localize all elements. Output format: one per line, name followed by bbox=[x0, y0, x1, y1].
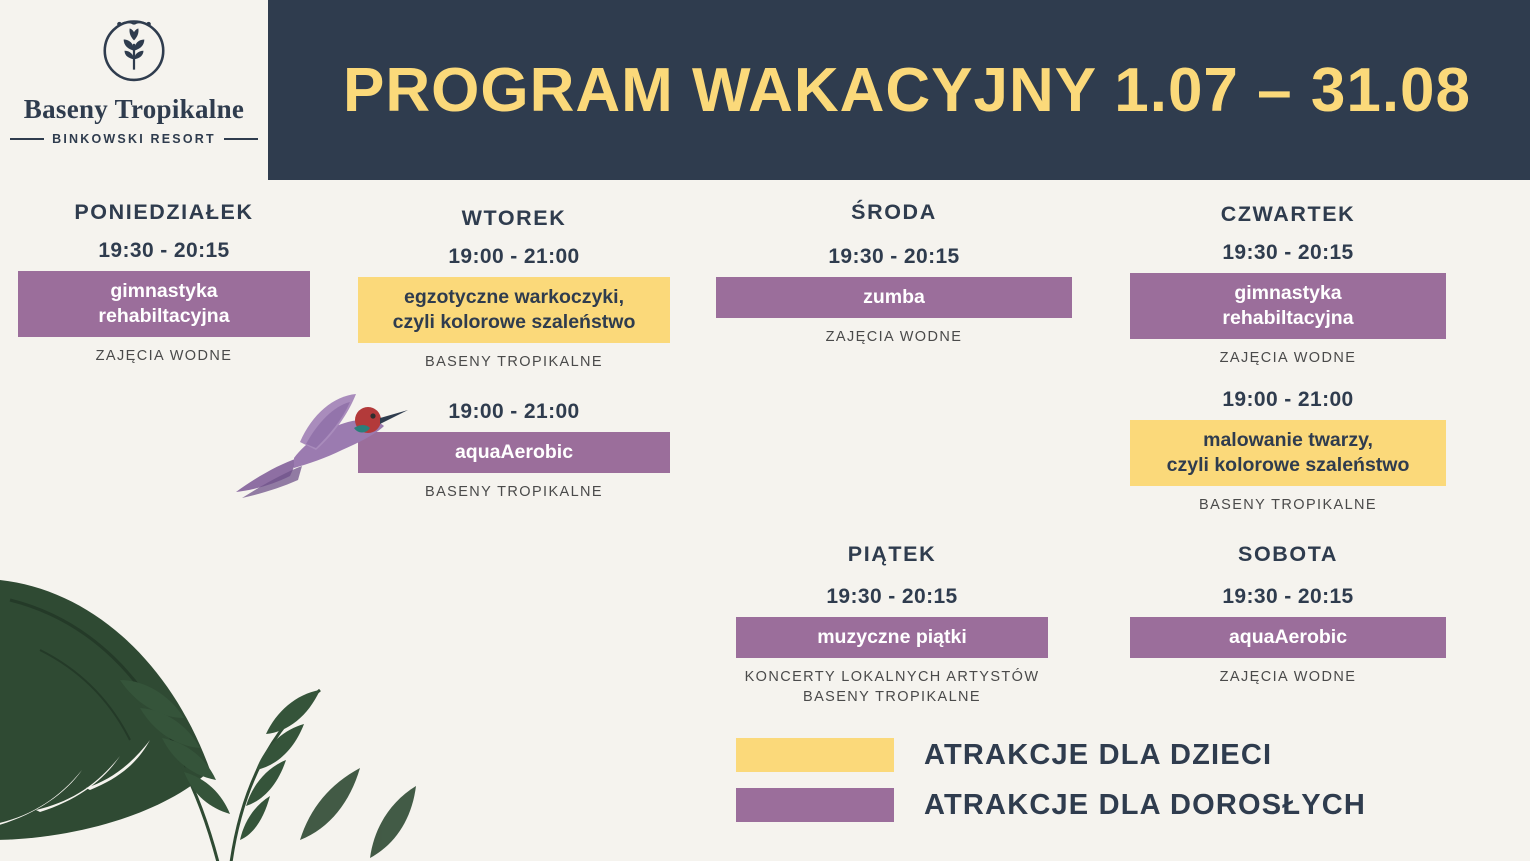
slot-venue: ZAJĘCIA WODNE bbox=[95, 347, 233, 364]
slot-time: 19:00 - 21:00 bbox=[448, 245, 580, 268]
day-column-monday bbox=[18, 200, 310, 380]
schedule-slot bbox=[1130, 241, 1446, 368]
slot-title-line1: gimnastyka bbox=[1234, 282, 1342, 304]
slot-title-line2: czyli kolorowe szaleństwo bbox=[1166, 454, 1410, 477]
slot-title bbox=[1130, 273, 1446, 339]
slot-venue: ZAJĘCIA WODNE bbox=[1219, 668, 1357, 685]
legend-label-adults: ATRAKCJE DLA DOROSŁYCH bbox=[924, 788, 1367, 821]
plant-in-circle-logo-icon bbox=[91, 6, 177, 92]
day-column-thursday bbox=[1130, 202, 1446, 530]
slot-title-line1: muzyczne piątki bbox=[817, 626, 967, 648]
slot-time: 19:00 - 21:00 bbox=[1222, 388, 1354, 412]
schedule-slot bbox=[716, 245, 1072, 348]
slot-time: 19:30 - 20:15 bbox=[1222, 241, 1354, 264]
slot-title bbox=[1130, 617, 1446, 658]
legend-swatch-kids bbox=[736, 738, 894, 772]
divider-right bbox=[224, 138, 258, 140]
legend-item-kids bbox=[736, 738, 1476, 772]
day-name-monday: PONIEDZIAŁEK bbox=[74, 200, 254, 224]
day-name-tuesday: WTOREK bbox=[461, 206, 567, 230]
slot-title-line2: czyli kolorowe szaleństwo bbox=[392, 310, 636, 333]
slot-title-line1: zumba bbox=[863, 286, 925, 308]
schedule-slot bbox=[1130, 388, 1446, 515]
slot-time: 19:30 - 20:15 bbox=[98, 239, 230, 262]
slot-title bbox=[716, 277, 1072, 318]
page-title: PROGRAM WAKACYJNY 1.07 – 31.08 bbox=[342, 55, 1472, 125]
legend-swatch-adults bbox=[736, 788, 894, 822]
slot-title bbox=[18, 271, 310, 337]
day-name-friday: PIĄTEK bbox=[847, 542, 937, 566]
schedule-slot bbox=[18, 239, 310, 366]
slot-time: 19:00 - 21:00 bbox=[448, 400, 580, 424]
day-column-saturday bbox=[1130, 542, 1446, 702]
slot-time: 19:30 - 20:15 bbox=[826, 585, 958, 608]
schedule-slot bbox=[736, 585, 1048, 707]
slot-title-line2: rehabiltacyjna bbox=[98, 304, 230, 327]
brand-subtitle: BINKOWSKI RESORT bbox=[52, 132, 216, 146]
slot-venue bbox=[736, 668, 1048, 707]
legend bbox=[736, 738, 1476, 838]
slot-time: 19:30 - 20:15 bbox=[1222, 585, 1354, 608]
slot-title-line1: aquaAerobic bbox=[1228, 626, 1348, 648]
slot-venue-line1: KONCERTY LOKALNYCH ARTYSTÓW bbox=[744, 668, 1040, 685]
slot-title bbox=[1130, 420, 1446, 486]
brand-logo-block bbox=[0, 0, 268, 180]
slot-title bbox=[358, 277, 670, 343]
legend-label-kids: ATRAKCJE DLA DZIECI bbox=[924, 738, 1273, 771]
schedule-slot bbox=[1130, 585, 1446, 688]
slot-title-line1: gimnastyka bbox=[110, 280, 218, 302]
brand-subtitle-row bbox=[10, 132, 258, 146]
slot-venue: ZAJĘCIA WODNE bbox=[1219, 349, 1357, 366]
slot-venue-line2: BASENY TROPIKALNE bbox=[803, 688, 981, 705]
day-name-wednesday: ŚRODA bbox=[851, 200, 937, 224]
day-name-saturday: SOBOTA bbox=[1238, 542, 1338, 566]
tropical-leaves-illustration-icon bbox=[0, 540, 490, 861]
slot-title-line2: rehabiltacyjna bbox=[1222, 306, 1354, 329]
legend-item-adults bbox=[736, 788, 1476, 822]
slot-title-line1: malowanie twarzy, bbox=[1203, 429, 1373, 452]
slot-venue: BASENY TROPIKALNE bbox=[425, 353, 603, 370]
day-column-wednesday bbox=[716, 200, 1072, 362]
schedule-slot bbox=[358, 245, 670, 372]
slot-title-line1: egzotyczne warkoczyki, bbox=[403, 286, 624, 308]
slot-title bbox=[736, 617, 1048, 658]
slot-time: 19:30 - 20:15 bbox=[828, 245, 960, 268]
slot-venue: BASENY TROPIKALNE bbox=[1199, 497, 1377, 514]
day-column-friday bbox=[736, 542, 1048, 721]
slot-title-line1: aquaAerobic bbox=[454, 441, 574, 464]
slot-venue: ZAJĘCIA WODNE bbox=[825, 328, 963, 345]
hummingbird-illustration-icon bbox=[228, 372, 408, 512]
day-name-thursday: CZWARTEK bbox=[1220, 202, 1356, 226]
slot-venue: BASENY TROPIKALNE bbox=[425, 484, 603, 501]
divider-left bbox=[10, 138, 44, 140]
header-bar bbox=[268, 0, 1530, 180]
brand-name: Baseny Tropikalne bbox=[23, 94, 245, 124]
